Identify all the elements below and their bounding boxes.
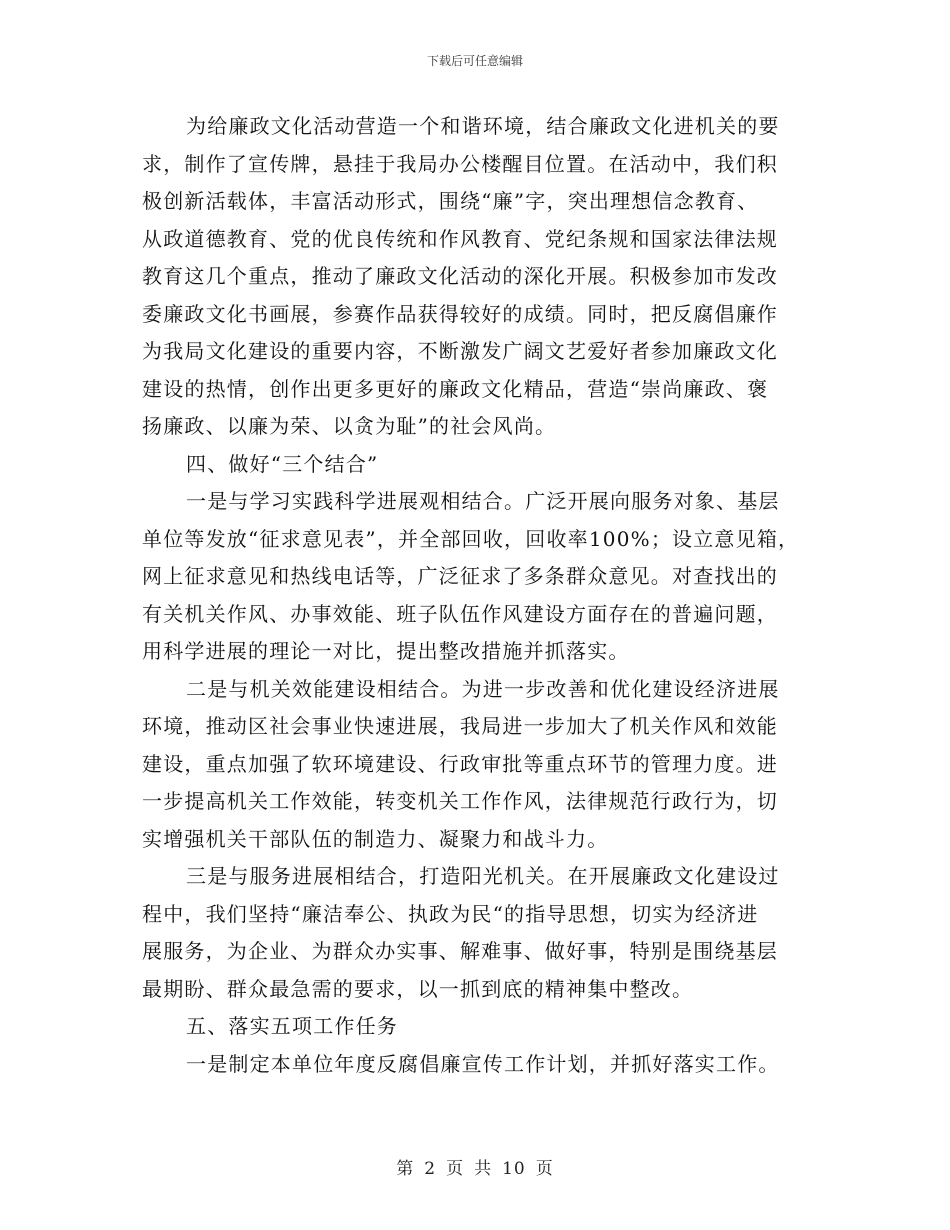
paragraph-line: 一步提高机关工作效能，转变机关工作作风，法律规范行政行为，切 <box>142 789 778 813</box>
section-heading: 四、做好“三个结合” <box>186 451 379 476</box>
paragraph-line: 最期盼、群众最急需的要求，以一抓到底的精神集中整改。 <box>142 976 694 1001</box>
paragraph-line: 一是与学习实践科学进展观相结合。广泛开展向服务对象、基层 <box>186 489 780 513</box>
paragraph-line: 为给廉政文化活动营造一个和谐环境，结合廉政文化进机关的要 <box>186 114 780 138</box>
paragraph-line: 实增强机关干部队伍的制造力、凝聚力和战斗力。 <box>142 826 609 851</box>
paragraph-line: 用科学进展的理论一对比，提出整改措施并抓落实。 <box>142 639 630 663</box>
paragraph-line: 一是制定本单位年度反腐倡廉宣传工作计划，并抓好落实工作。 <box>186 1051 780 1076</box>
paragraph-line: 教育这几个重点，推动了廉政文化活动的深化开展。积极参加市发改 <box>142 264 778 288</box>
paragraph-line: 单位等发放“征求意见表”，并全部回收，回收率100%；设立意见箱， <box>142 526 800 551</box>
download-note: 下载后可任意编辑 <box>426 54 523 68</box>
paragraph-line: 从政道德教育、党的优良传统和作风教育、党纪条规和国家法律法规 <box>142 226 778 251</box>
page-label-suffix: 页 <box>535 1159 554 1179</box>
paragraph-line: 环境，推动区社会事业快速进展，我局进一步加大了机关作风和效能 <box>142 714 778 738</box>
paragraph-line: 建设的热情，创作出更多更好的廉政文化精品，营造“崇尚廉政、褒 <box>142 376 769 401</box>
paragraph-line: 网上征求意见和热线电话等，广泛征求了多条群众意见。对查找出的 <box>142 564 778 588</box>
paragraph-line: 建设，重点加强了软环境建设、行政审批等重点环节的管理力度。进 <box>142 751 778 776</box>
paragraph-line: 极创新活载体，丰富活动形式，围绕“廉”字，突出理想信念教育、 <box>142 189 759 213</box>
page-label-prefix: 第 <box>396 1159 415 1179</box>
document-body <box>142 108 812 1083</box>
paragraph-line: 展服务，为企业、为群众办实事、解难事、做好事，特别是围绕基层 <box>142 939 778 963</box>
paragraph-line: 为我局文化建设的重要内容，不断激发广阔文艺爱好者参加廉政文化 <box>142 339 778 363</box>
section-heading: 五、落实五项工作任务 <box>186 1014 398 1038</box>
total-label: 共 <box>474 1159 493 1179</box>
paragraph-line: 求，制作了宣传牌，悬挂于我局办公楼醒目位置。在活动中，我们积 <box>142 151 778 176</box>
total-pages-number: 10 <box>502 1159 526 1179</box>
paragraph-line: 扬廉政、以廉为荣、以贪为耻”的社会风尚。 <box>142 414 557 438</box>
paragraph-line: 有关机关作风、办事效能、班子队伍作风建设方面存在的普遍问题， <box>142 601 778 626</box>
paragraph-line: 二是与机关效能建设相结合。为进一步改善和优化建设经济进展 <box>186 676 780 701</box>
paragraph-line: 三是与服务进展相结合，打造阳光机关。在开展廉政文化建设过 <box>186 864 780 888</box>
current-page-number: 2 <box>424 1159 437 1179</box>
paragraph-line: 程中，我们坚持“廉洁奉公、执政为民“的指导思想，切实为经济进 <box>142 901 759 926</box>
page-label-mid: 页 <box>446 1159 465 1179</box>
page-number-footer <box>0 1154 950 1179</box>
paragraph-line: 委廉政文化书画展，参赛作品获得较好的成绩。同时，把反腐倡廉作 <box>142 301 778 326</box>
